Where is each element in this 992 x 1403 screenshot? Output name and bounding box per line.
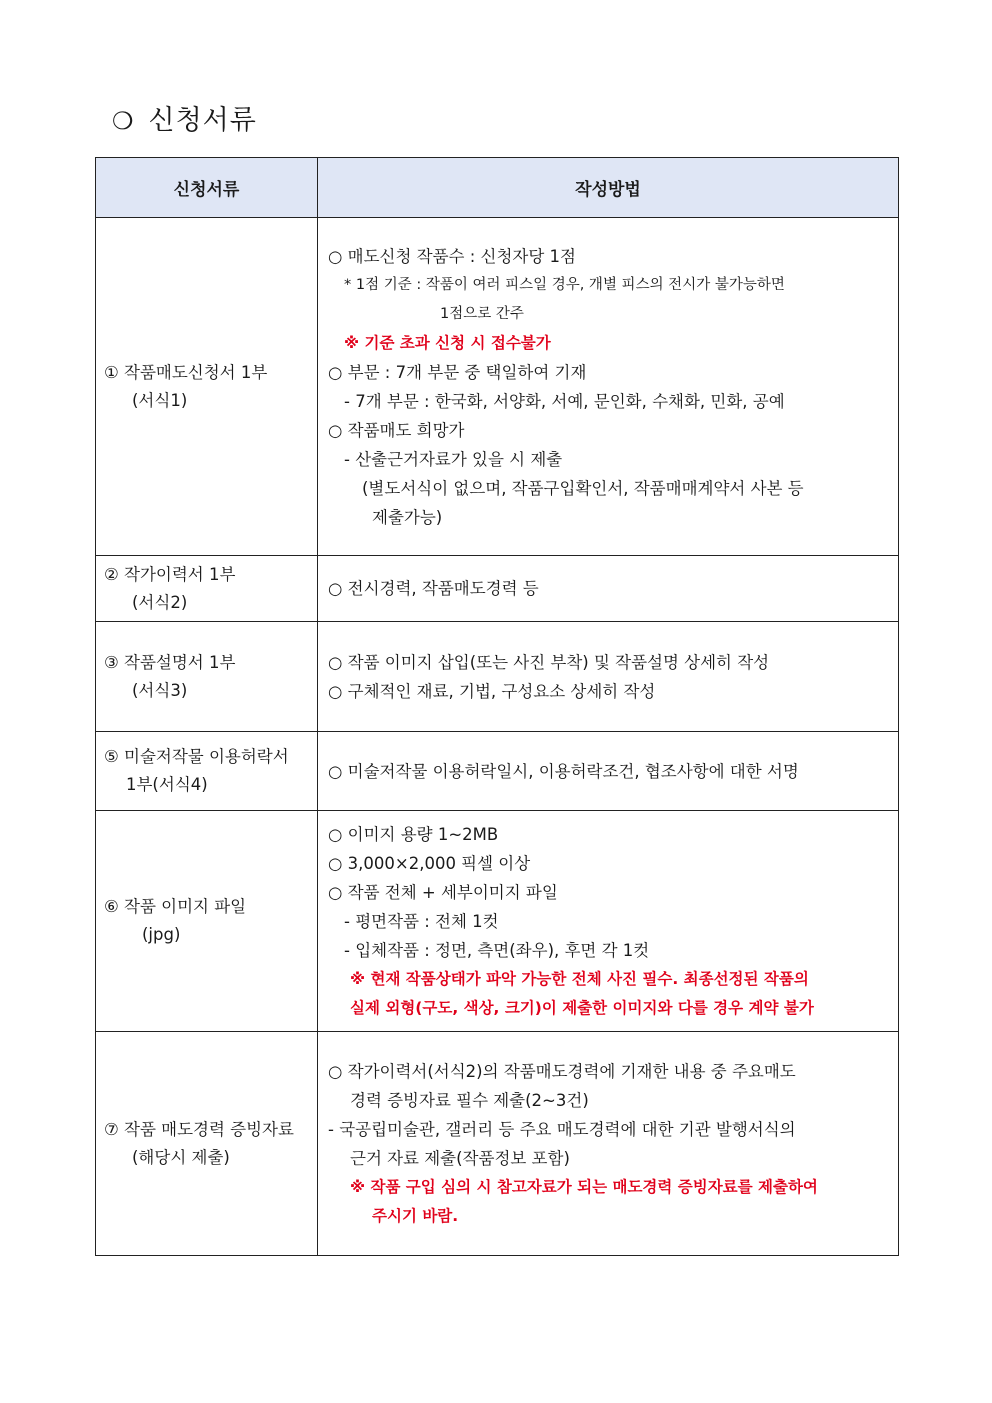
row-label-sub: (서식3)	[132, 680, 188, 700]
section-title: 신청서류	[148, 105, 257, 136]
row-content	[318, 732, 899, 811]
content-line: ○ 매도신청 작품수 : 신청자당 1점	[328, 246, 576, 266]
row-label	[96, 622, 318, 732]
content-line: ○ 3,000×2,000 픽셀 이상	[328, 853, 531, 873]
content-line: - 산출근거자료가 있을 시 제출	[344, 449, 563, 469]
row-content	[318, 811, 899, 1032]
content-line: - 입체작품 : 정면, 측면(좌우), 후면 각 1컷	[344, 940, 650, 960]
content-line: 제출가능)	[372, 507, 443, 527]
warning-line: ※ 기준 초과 신청 시 접수불가	[344, 333, 551, 352]
content-line: - 평면작품 : 전체 1컷	[344, 911, 499, 931]
documents-table	[95, 157, 899, 1256]
content-line: ○ 구체적인 재료, 기법, 구성요소 상세히 작성	[328, 681, 656, 701]
content-line: 근거 자료 제출(작품정보 포함)	[350, 1148, 570, 1168]
content-line: - 7개 부문 : 한국화, 서양화, 서예, 문인화, 수채화, 민화, 공예	[344, 391, 785, 411]
content-line: * 1점 기준 : 작품이 여러 피스일 경우, 개별 피스의 전시가 불가능하면	[344, 276, 785, 293]
row-label	[96, 556, 318, 622]
table-row	[96, 811, 899, 1032]
row-content	[318, 556, 899, 622]
table-row	[96, 732, 899, 811]
section-heading	[112, 98, 257, 137]
row-content	[318, 218, 899, 556]
row-label	[96, 732, 318, 811]
content-line: - 국공립미술관, 갤러리 등 주요 매도경력에 대한 기관 발행서식의	[328, 1119, 796, 1139]
table-header-row	[96, 158, 899, 218]
section-bullet-icon: ❍	[112, 107, 135, 135]
row-content	[318, 1032, 899, 1256]
row-label-line: ⑦ 작품 매도경력 증빙자료	[104, 1119, 294, 1139]
table-row	[96, 1032, 899, 1256]
row-label-line: ⑥ 작품 이미지 파일	[104, 897, 247, 916]
row-label-sub: (서식2)	[132, 592, 188, 612]
warning-line: ※ 현재 작품상태가 파악 가능한 전체 사진 필수. 최종선정된 작품의	[350, 969, 809, 988]
header-documents: 신청서류	[96, 158, 318, 218]
row-label-sub: (해당시 제출)	[132, 1147, 230, 1167]
content-line: ○ 작가이력서(서식2)의 작품매도경력에 기재한 내용 중 주요매도	[328, 1061, 796, 1081]
content-line: ○ 작품 전체 + 세부이미지 파일	[328, 882, 558, 902]
row-label-line: ① 작품매도신청서 1부	[104, 362, 268, 382]
content-line: ○ 부문 : 7개 부문 중 택일하여 기재	[328, 362, 587, 382]
warning-line: 실제 외형(구도, 색상, 크기)이 제출한 이미지와 다를 경우 계약 불가	[350, 998, 814, 1017]
warning-line: 주시기 바람.	[372, 1206, 459, 1225]
row-label	[96, 811, 318, 1032]
row-label-line: ③ 작품설명서 1부	[104, 652, 236, 672]
header-method: 작성방법	[318, 158, 899, 218]
row-label-sub: 1부(서식4)	[126, 775, 208, 794]
row-label	[96, 218, 318, 556]
row-label-sub: (jpg)	[142, 925, 181, 944]
content-line: ○ 작품 이미지 삽입(또는 사진 부착) 및 작품설명 상세히 작성	[328, 652, 770, 672]
content-line: 경력 증빙자료 필수 제출(2~3건)	[350, 1090, 589, 1110]
table-row	[96, 218, 899, 556]
content-line: ○ 전시경력, 작품매도경력 등	[328, 579, 539, 598]
content-line: 1점으로 간주	[440, 305, 524, 322]
row-content	[318, 622, 899, 732]
content-line: ○ 미술저작물 이용허락일시, 이용허락조건, 협조사항에 대한 서명	[328, 761, 799, 781]
row-label-line: ⑤ 미술저작물 이용허락서	[104, 747, 289, 766]
content-line: (별도서식이 없으며, 작품구입확인서, 작품매매계약서 사본 등	[362, 478, 804, 498]
warning-line: ※ 작품 구입 심의 시 참고자료가 되는 매도경력 증빙자료를 제출하여	[350, 1177, 818, 1196]
row-label-sub: (서식1)	[132, 390, 188, 410]
table-row	[96, 556, 899, 622]
row-label	[96, 1032, 318, 1256]
content-line: ○ 작품매도 희망가	[328, 420, 465, 440]
table-row	[96, 622, 899, 732]
row-label-line: ② 작가이력서 1부	[104, 564, 236, 584]
content-line: ○ 이미지 용량 1~2MB	[328, 824, 499, 844]
